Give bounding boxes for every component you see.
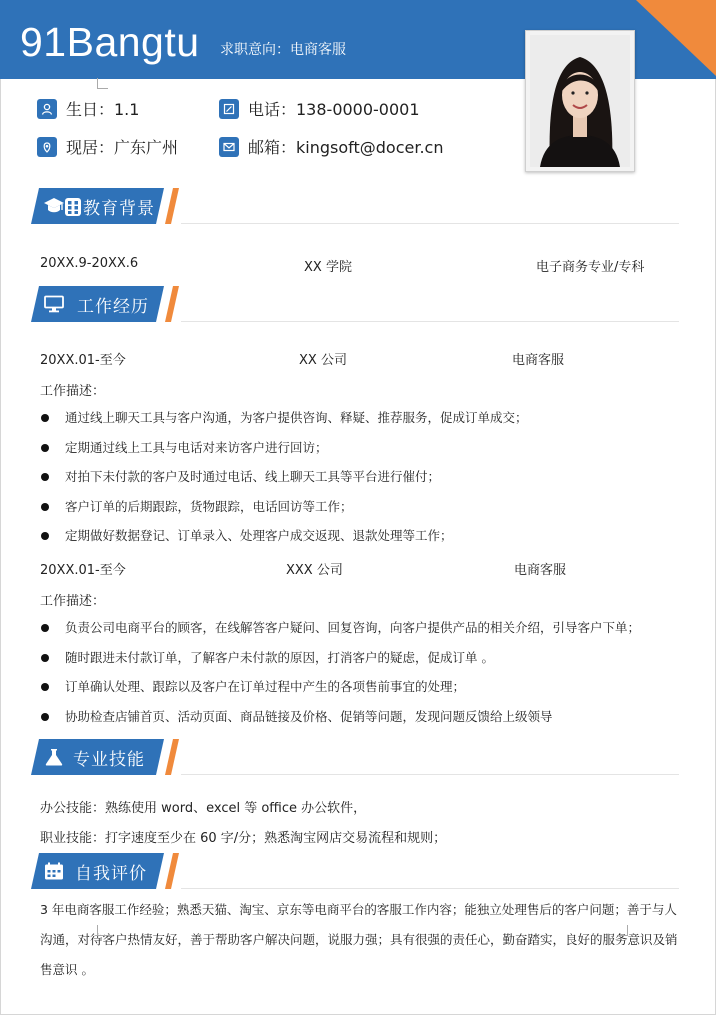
self-evaluation-text: 3 年电商客服工作经验；熟悉天猫、淘宝、京东等电商平台的客服工作内容；能独立处理售后的客户问题；善于与人沟通，对待客户热情友好，善于帮助客户解决问题，说服力强；具有很强的责任心，勤奋踏实，良好的服务意识及销售意识 。 [40,902,678,977]
grid-icon [65,198,81,216]
list-item: 对拍下未付款的客户及时通过电话、线上聊天工具等平台进行催付； [40,468,680,498]
profile-photo [525,30,635,172]
skill-office: 办公技能：熟练使用 word、excel 等 office 办公软件， [40,801,367,816]
education-major: 电子商务专业/专科 [536,260,645,275]
list-item: 定期做好数据登记、订单录入、处理客户成交返现、退款处理等工作； [40,527,680,557]
location-pin-icon [37,137,57,157]
crop-mark [97,925,108,936]
list-item: 订单确认处理、跟踪以及客户在订单过程中产生的各项售前事宜的处理； [40,678,680,708]
phone-icon [219,99,239,119]
education-period: 20XX.9-20XX.6 [40,256,139,271]
candidate-name: 91Bangtu [20,19,200,65]
phone-text: 电话：138-0000-0001 [248,100,420,119]
job-desc-label: 工作描述： [40,594,106,609]
email-text: 邮箱：kingsoft@docer.cn [248,138,444,157]
envelope-icon [219,137,239,157]
graduation-cap-icon [43,197,65,215]
monitor-icon [43,295,65,313]
birthday-row [37,97,139,120]
list-item: 随时跟进未付款订单，了解客户未付款的原因，打消客户的疑虑，促成订单 。 [40,649,680,679]
job-company: XX 公司 [299,353,347,368]
list-item: 客户订单的后期跟踪，货物跟踪，电话回访等工作； [40,498,680,528]
job-desc-label: 工作描述： [40,384,106,399]
section-education [31,188,679,224]
corner-accent [636,0,716,76]
section-self-evaluation [31,853,679,889]
section-title: 自我评价 [75,864,147,884]
section-title: 专业技能 [73,750,145,770]
list-item: 通过线上聊天工具与客户沟通，为客户提供咨询、释疑、推荐服务，促成订单成交； [40,409,680,439]
section-title: 工作经历 [77,297,149,317]
birthday-text: 生日：1.1 [66,100,140,119]
section-divider [181,888,679,889]
phone-row [219,97,420,120]
job-intent: 求职意向：电商客服 [220,42,346,58]
section-divider [181,774,679,775]
crop-mark [97,78,108,89]
list-item: 定期通过线上工具与电话对来访客户进行回访； [40,439,680,469]
residence-row [37,135,178,158]
job-position: 电商客服 [512,353,565,368]
section-divider [181,321,679,322]
job-period: 20XX.01-至今 [40,353,126,368]
flask-icon [43,748,65,766]
job-company: XXX 公司 [286,563,343,578]
accent-stripe [165,188,179,224]
list-item: 协助检查店铺首页、活动页面、商品链接及价格、促销等问题，发现问题反馈给上级领导 [40,708,680,738]
section-skills [31,739,679,775]
job-position: 电商客服 [514,563,567,578]
email-row [219,135,443,158]
accent-stripe [165,739,179,775]
skill-professional: 职业技能：打字速度至少在 60 字/分；熟悉淘宝网店交易流程和规则； [40,831,447,846]
residence-text: 现居：广东广州 [66,138,179,157]
education-school: XX 学院 [304,260,352,275]
section-title: 教育背景 [83,199,155,219]
crop-mark [617,925,628,936]
job-period: 20XX.01-至今 [40,563,126,578]
calendar-icon [43,862,65,880]
section-divider [181,223,679,224]
job-duties-list [40,619,680,737]
accent-stripe [165,853,179,889]
user-icon [37,99,57,119]
section-work [31,286,679,322]
job-duties-list [40,409,680,557]
list-item: 负责公司电商平台的顾客，在线解答客户疑问、回复咨询，向客户提供产品的相关介绍，引导客户下单； [40,619,680,649]
accent-stripe [165,286,179,322]
